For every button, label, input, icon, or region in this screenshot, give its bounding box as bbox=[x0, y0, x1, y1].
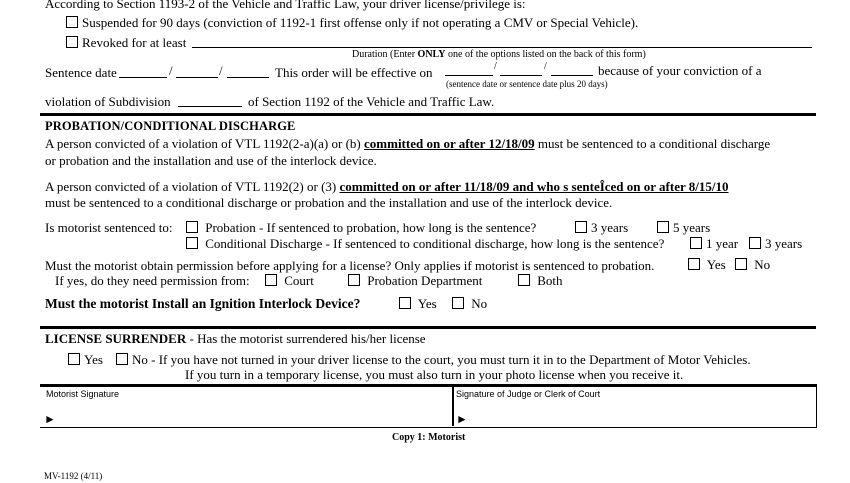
option-court[interactable] bbox=[265, 273, 314, 289]
option-both-label: Both bbox=[537, 273, 563, 288]
checkbox-permission-no[interactable] bbox=[735, 258, 747, 270]
option-conditional[interactable] bbox=[186, 236, 664, 252]
probation-para2-line2: must be sentenced to a conditional discharge or probation and the installation and use of the interlock device. bbox=[45, 195, 613, 210]
option-court-label: Court bbox=[284, 273, 314, 288]
effective-date-month[interactable] bbox=[445, 75, 493, 76]
option-suspended-label: Suspended for 90 days (conviction of 1192-1 first offense only if not operating a CMV or Special Vehicle). bbox=[82, 15, 639, 30]
option-probation-dept[interactable] bbox=[348, 273, 482, 289]
slash: / bbox=[494, 61, 497, 72]
permission-yes[interactable] bbox=[688, 257, 726, 273]
option-1-year-label: 1 year bbox=[706, 236, 739, 251]
judge-signature-field[interactable] bbox=[456, 398, 812, 425]
checkbox-3-years-b[interactable] bbox=[749, 237, 761, 249]
interlock-no-label: No bbox=[471, 296, 488, 311]
sentence-date-month[interactable] bbox=[119, 77, 167, 78]
checkbox-license-yes[interactable] bbox=[68, 353, 80, 365]
interlock-no[interactable] bbox=[452, 296, 487, 312]
option-both[interactable] bbox=[518, 273, 563, 289]
checkbox-both[interactable] bbox=[518, 274, 530, 286]
license-heading: LICENSE SURRENDER - Has the motorist surrendered his/her license bbox=[45, 331, 426, 346]
checkbox-probation-dept[interactable] bbox=[348, 274, 360, 286]
option-suspended[interactable] bbox=[66, 15, 638, 31]
slash: / bbox=[169, 63, 173, 78]
divider bbox=[40, 385, 816, 387]
signature-divider bbox=[452, 385, 454, 426]
option-5-years[interactable] bbox=[657, 220, 710, 236]
permission-no-label: No bbox=[754, 257, 771, 272]
option-3-years[interactable] bbox=[575, 220, 628, 236]
duration-line[interactable] bbox=[192, 47, 812, 48]
license-no[interactable] bbox=[116, 352, 751, 368]
duration-note: Duration (Enter ONLY one of the options listed on the back of this form) bbox=[352, 49, 646, 60]
option-probation-label: Probation - If sentenced to probation, how long is the sentence? bbox=[205, 220, 537, 235]
judge-signature-label: Signature of Judge or Clerk of Court bbox=[456, 389, 601, 399]
license-yes[interactable] bbox=[68, 352, 103, 368]
intro-text: According to Section 1193-2 of the Vehicle and Traffic Law, your driver license/privilege is: bbox=[45, 0, 526, 11]
probation-para1-line2: or probation and the installation and use of the interlock device. bbox=[45, 153, 377, 168]
license-no-label: No - If you have not turned in your driver license to the court, you must turn it in to the Department of Motor Vehicles. bbox=[132, 352, 751, 367]
checkbox-license-no[interactable] bbox=[116, 353, 128, 365]
option-3-years-label: 3 years bbox=[591, 220, 629, 235]
probation-para1-line1: A person convicted of a violation of VTL 1192(2-a)(a) or (b) committed on or after 12/18/09 must be sentenced to a conditional discharge bbox=[45, 136, 771, 151]
divider bbox=[40, 326, 816, 329]
effective-label: This order will be effective on bbox=[275, 65, 433, 80]
motorist-signature-label: Motorist Signature bbox=[46, 389, 120, 399]
checkbox-3-years[interactable] bbox=[575, 221, 587, 233]
checkbox-court[interactable] bbox=[265, 274, 277, 286]
sentence-date-year[interactable] bbox=[227, 77, 269, 78]
checkbox-interlock-no[interactable] bbox=[452, 297, 464, 309]
interlock-yes-label: Yes bbox=[417, 296, 437, 311]
license-yes-label: Yes bbox=[84, 352, 103, 367]
checkbox-5-years[interactable] bbox=[657, 221, 669, 233]
interlock-question: Must the motorist Install an Ignition Interlock Device? bbox=[45, 296, 361, 311]
because-label: because of your conviction of a bbox=[598, 63, 762, 78]
checkbox-1-year[interactable] bbox=[690, 237, 702, 249]
effective-date-day[interactable] bbox=[500, 75, 542, 76]
copy-label: Copy 1: Motorist bbox=[392, 432, 466, 443]
permission-no[interactable] bbox=[735, 257, 770, 273]
option-revoked-label: Revoked for at least bbox=[82, 35, 187, 50]
signature-marker-icon: ► bbox=[44, 412, 56, 426]
checkbox-probation[interactable] bbox=[186, 221, 198, 233]
form-id: MV-1192 (4/11) bbox=[44, 471, 103, 481]
permission-question: Must the motorist obtain permission before applying for a license? Only applies if motorist is sentenced to probation. bbox=[45, 258, 655, 273]
sentenced-label: Is motorist sentenced to: bbox=[45, 220, 173, 235]
subdivision-line[interactable] bbox=[178, 106, 242, 107]
signature-marker-icon: ► bbox=[456, 412, 468, 426]
license-line2: If you turn in a temporary license, you must also turn in your photo license when you receive it. bbox=[185, 367, 684, 382]
violation-suffix: of Section 1192 of the Vehicle and Traffic Law. bbox=[248, 94, 495, 109]
option-5-years-label: 5 years bbox=[673, 220, 711, 235]
option-3-years-b[interactable] bbox=[749, 236, 802, 252]
option-1-year[interactable] bbox=[690, 236, 738, 252]
effective-date-year[interactable] bbox=[551, 75, 593, 76]
option-probation[interactable] bbox=[186, 220, 536, 236]
option-conditional-label: Conditional Discharge - If sentenced to conditional discharge, how long is the sentence? bbox=[205, 236, 665, 251]
checkbox-suspended[interactable] bbox=[66, 16, 78, 28]
permission-yes-label: Yes bbox=[706, 257, 726, 272]
divider bbox=[40, 113, 816, 116]
effective-note: (sentence date or sentence date plus 20 days) bbox=[446, 79, 608, 89]
probation-para2-line1: A person convicted of a violation of VTL 1192(2) or (3) committed on or after 11/18/09 and who s senteÎced on or after 8/15/10 bbox=[45, 179, 729, 194]
sentence-date-day[interactable] bbox=[176, 77, 218, 78]
from-question: If yes, do they need permission from: bbox=[55, 273, 250, 288]
option-probation-dept-label: Probation Department bbox=[367, 273, 483, 288]
violation-label: violation of Subdivision bbox=[45, 94, 171, 109]
checkbox-permission-yes[interactable] bbox=[688, 258, 700, 270]
option-revoked[interactable] bbox=[66, 35, 186, 51]
checkbox-revoked[interactable] bbox=[66, 36, 78, 48]
sentence-date-label: Sentence date bbox=[45, 65, 117, 80]
slash: / bbox=[544, 61, 547, 72]
probation-heading: PROBATION/CONDITIONAL DISCHARGE bbox=[45, 119, 296, 133]
option-3-years-b-label: 3 years bbox=[765, 236, 803, 251]
checkbox-conditional[interactable] bbox=[186, 237, 198, 249]
interlock-yes[interactable] bbox=[399, 296, 437, 312]
slash: / bbox=[219, 63, 223, 78]
motorist-signature-field[interactable] bbox=[44, 398, 448, 425]
checkbox-interlock-yes[interactable] bbox=[399, 297, 411, 309]
